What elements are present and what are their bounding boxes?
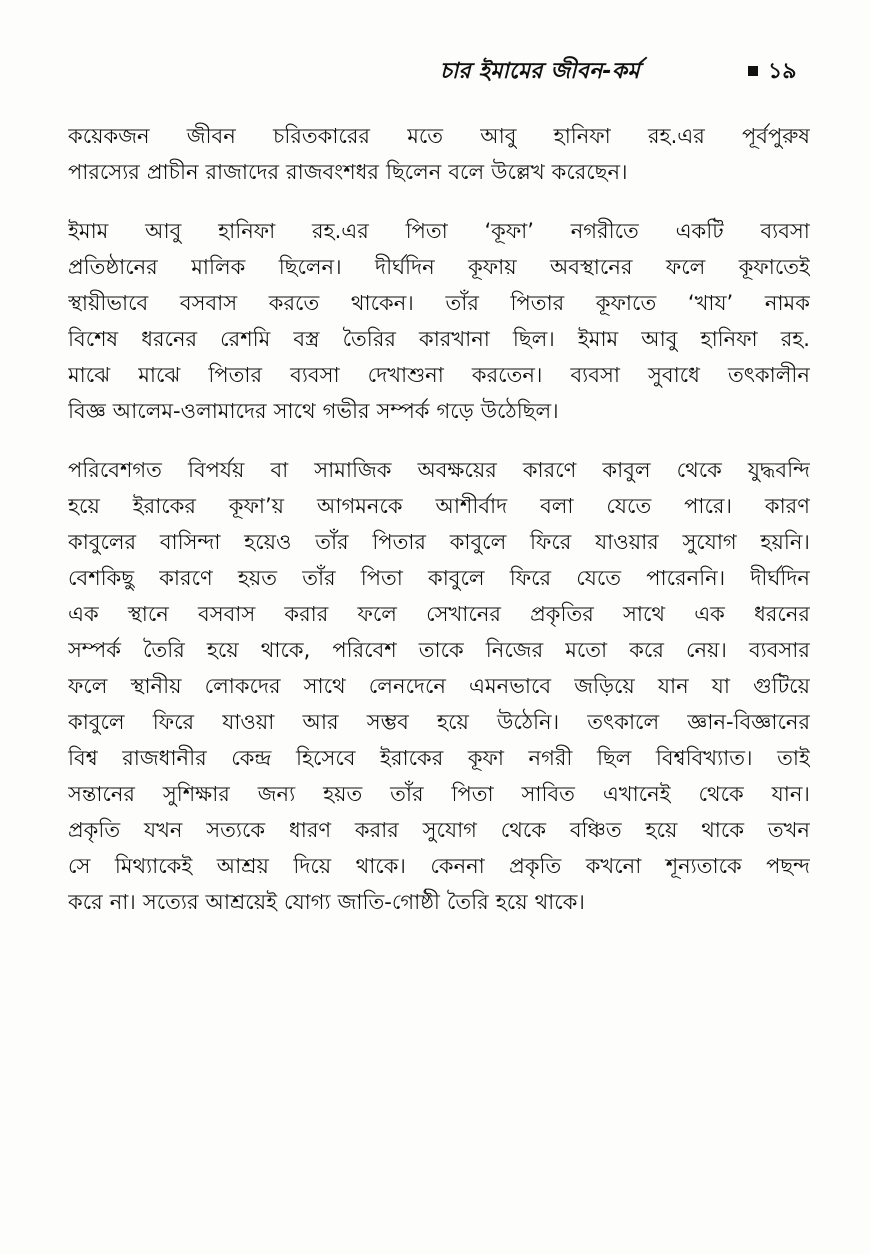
word: আগমনকে (316, 494, 403, 518)
word: আর (302, 710, 339, 734)
word: ‘কূফা’ (484, 219, 534, 243)
word: যাওয়ার (595, 530, 659, 554)
word: বা (270, 458, 289, 482)
word: এখানেই (602, 782, 671, 806)
word: ব্যবসা (570, 363, 620, 387)
word: করে (629, 638, 664, 662)
word: তাই (777, 746, 810, 770)
text-line (68, 321, 810, 357)
word: পূর্বপুরুষ (742, 124, 810, 148)
word: শূন্যতাকে (665, 854, 742, 878)
word: ব্যবসা (760, 219, 810, 243)
word: বসবাস (179, 291, 238, 315)
word: তৈরি (142, 638, 185, 662)
word: সাথে (623, 602, 666, 626)
word: ফিরে (509, 566, 552, 590)
text-line (68, 596, 810, 632)
word: তৎকালে (587, 710, 660, 734)
word: করার (284, 602, 329, 626)
word: প্রতিষ্ঠানের (68, 255, 158, 279)
text-line (68, 776, 810, 812)
word: সন্তানের (68, 782, 135, 806)
word: কারণে (159, 566, 213, 590)
text-line (68, 357, 810, 393)
word: হয়ত (237, 566, 278, 590)
word: সুযোগ (682, 530, 737, 554)
word: তৎকালীন (727, 363, 810, 387)
word: হয়ে (495, 890, 528, 914)
word: সম্পর্ক (68, 638, 121, 662)
word: রেশমি (220, 327, 271, 351)
word: কূফাতেই (738, 255, 810, 279)
word: হয়ত (323, 782, 363, 806)
word: করতেন। (471, 363, 543, 387)
word: কারণ (764, 494, 810, 518)
word: পারে। (684, 494, 732, 518)
word: করেছেন। (551, 160, 628, 184)
word: হয়ে (206, 638, 239, 662)
word: বেশকিছু (68, 566, 135, 590)
word: উঠেনি। (497, 710, 560, 734)
word: রাজধানীর (122, 746, 207, 770)
word: সুযোগ (422, 818, 477, 842)
word: দীর্ঘদিন (375, 255, 435, 279)
word: সত্যের (142, 890, 199, 914)
word: কূফা (467, 746, 504, 770)
word: কাবুল (602, 458, 651, 482)
word: সুবাধে (648, 363, 700, 387)
word: এক (68, 602, 99, 626)
text-line (68, 393, 810, 429)
word: প্রকৃতি (68, 818, 121, 842)
running-header (0, 54, 870, 90)
word: থেকে (698, 782, 744, 806)
paragraph (68, 118, 810, 190)
word: জড়িয়ে (574, 674, 635, 698)
word: আশীর্বাদ (435, 494, 508, 518)
word: থাকে (701, 818, 745, 842)
text-line (68, 740, 810, 776)
text-line (68, 848, 810, 884)
word: জীবন (186, 124, 236, 148)
word: হয়েও (244, 530, 292, 554)
word: রাজবংশধর (286, 160, 379, 184)
word: তাঁর (315, 530, 349, 554)
word: আলেম-ওলামাদের (112, 399, 267, 423)
text-line (68, 524, 810, 560)
text-line (68, 812, 810, 848)
word: কারখানা (419, 327, 490, 351)
word: মতো (565, 638, 608, 662)
word: কয়েকজন (68, 124, 150, 148)
word: যাওয়া (222, 710, 275, 734)
word: নগরী (528, 746, 573, 770)
word: সম্পর্ক (376, 399, 430, 423)
word: ‘খায’ (687, 291, 734, 315)
word: বিশ্ব (68, 746, 98, 770)
word: বিজ্ঞ (68, 399, 106, 423)
word: ইমাম (577, 327, 619, 351)
word: কাবুলে (68, 710, 125, 734)
word: এমনভাবে (469, 674, 552, 698)
word: মাঝে (138, 363, 181, 387)
word: সম্ভব (366, 710, 409, 734)
text-line (68, 632, 810, 668)
text-line (68, 285, 810, 321)
word: জ্ঞান-বিজ্ঞানের (687, 710, 810, 734)
word: থাকে। (534, 890, 585, 914)
word: থাকেন। (350, 291, 414, 315)
word: রাজাদের (205, 160, 280, 184)
word: যখন (143, 818, 183, 842)
word: আবু (145, 219, 182, 243)
word: ব্যবসার (748, 638, 810, 662)
word: পিতার (208, 363, 263, 387)
word: সাথে (303, 674, 346, 698)
word: হানিফা (218, 219, 276, 243)
word: দীর্ঘদিন (750, 566, 810, 590)
word: মালিক (191, 255, 246, 279)
word: কূফাতে (595, 291, 657, 315)
word: স্থানীয় (130, 674, 182, 698)
word: না। (109, 890, 136, 914)
word: রহ.এর (311, 219, 369, 243)
word: তাঁর (302, 566, 336, 590)
word: ইরাকের (380, 746, 444, 770)
word: তৈরির (342, 327, 396, 351)
word: নিজের (485, 638, 544, 662)
word: নগরীতে (570, 219, 639, 243)
word: বিপর্যয় (187, 458, 245, 482)
word: পিতা (451, 782, 494, 806)
text-line (68, 668, 810, 704)
word: কেননা (430, 854, 485, 878)
text-line (68, 884, 810, 920)
word: ফলে (665, 255, 706, 279)
word: প্রাচীন (146, 160, 199, 184)
word: যান (657, 674, 689, 698)
word: ছিলেন। (278, 255, 342, 279)
word: জাতি-গোষ্ঠী (337, 890, 440, 914)
word: গভীর (322, 399, 370, 423)
word: বঞ্চিত (569, 818, 622, 842)
text-line (68, 560, 810, 596)
word: যান। (771, 782, 810, 806)
word: পিতা (405, 219, 448, 243)
word: কাবুলের (68, 530, 137, 554)
word: হানিফা (700, 327, 758, 351)
word: করতে (268, 291, 320, 315)
word: সামাজিক (314, 458, 392, 482)
word: সেখানের (426, 602, 501, 626)
word: আশ্রয় (216, 854, 269, 878)
word: বাসিন্দা (159, 530, 221, 554)
word: লেনদেনে (368, 674, 446, 698)
word: ধরনের (754, 602, 810, 626)
word: পরিবেশ (332, 638, 397, 662)
word: ধরনের (141, 327, 198, 351)
word: পছন্দ (766, 854, 810, 878)
word: মাঝে (68, 363, 111, 387)
word: কূফা’য় (228, 494, 285, 518)
word: উল্লেখ (491, 160, 545, 184)
word: পিতার (510, 291, 565, 315)
word: ফলে (68, 674, 108, 698)
word: থাকে। (355, 854, 406, 878)
word: তখন (767, 818, 810, 842)
word: রহ.এর (648, 124, 705, 148)
word: যা (711, 674, 730, 698)
word: তাঁর (390, 782, 424, 806)
word: ফলে (357, 602, 397, 626)
word: পারেননি। (646, 566, 726, 590)
page-number: ১৯ (768, 59, 797, 84)
word: যোগ্য (284, 890, 331, 914)
word: সে (68, 854, 91, 878)
word: কেন্দ্র (231, 746, 272, 770)
word: ধারণ (288, 818, 332, 842)
book-title: চার ইমামের জীবন-কর্ম (440, 59, 640, 84)
word: ফিরে (529, 530, 572, 554)
word: করে (68, 890, 103, 914)
word: বিশ্ববিখ্যাত। (655, 746, 753, 770)
word: প্রকৃতির (530, 602, 594, 626)
word: অবস্থানের (550, 255, 633, 279)
word: নেয়। (685, 638, 727, 662)
word: বিশেষ (68, 327, 119, 351)
word: একটি (675, 219, 724, 243)
word: এক (694, 602, 725, 626)
word: রহ. (780, 327, 810, 351)
word: পরিবেশগত (68, 458, 162, 482)
word: যেতে (606, 494, 652, 518)
word: গড়ে (436, 399, 474, 423)
word: ছিল (596, 746, 632, 770)
body-text (68, 118, 810, 943)
word: হয়ে (645, 818, 678, 842)
word: সাবিত (521, 782, 575, 806)
word: কারণে (522, 458, 577, 482)
word: পারস্যের (68, 160, 140, 184)
word: হয়ে (68, 494, 100, 518)
word: যুদ্ধবন্দি (747, 458, 810, 482)
word: থাকে, (260, 638, 311, 662)
word: তাঁর (445, 291, 479, 315)
word: কাবুলে (428, 566, 485, 590)
text-line (68, 213, 810, 249)
word: দেখাশুনা (367, 363, 444, 387)
word: নামক (764, 291, 810, 315)
word: চরিতকারের (272, 124, 370, 148)
word: সাথে (273, 399, 316, 423)
word: হানিফা (553, 124, 611, 148)
word: কূফায় (468, 255, 517, 279)
word: গুটিয়ে (753, 674, 810, 698)
word: অবক্ষয়ের (417, 458, 497, 482)
word: দিয়ে (293, 854, 332, 878)
word: লোকদের (204, 674, 281, 698)
word: হিসেবে (295, 746, 356, 770)
word: হয়ে (437, 710, 469, 734)
word: জন্য (257, 782, 296, 806)
word: স্থানে (127, 602, 169, 626)
word: বস্ত্র (293, 327, 320, 351)
word: সুশিক্ষার (162, 782, 230, 806)
word: থেকে (676, 458, 722, 482)
word: বলে (448, 160, 485, 184)
word: থেকে (500, 818, 547, 842)
paragraph (68, 213, 810, 429)
word: ছিল। (512, 327, 555, 351)
word: আবু (641, 327, 678, 351)
text-line (68, 249, 810, 285)
word: ব্যবসা (290, 363, 340, 387)
word: ফিরে (152, 710, 195, 734)
word: আশ্রয়েই (205, 890, 278, 914)
word: কাবুলে (449, 530, 507, 554)
word: উঠেছিল। (480, 399, 559, 423)
word: মতে (407, 124, 444, 148)
word: যেতে (576, 566, 622, 590)
square-bullet-icon (748, 66, 758, 76)
text-line (68, 452, 810, 488)
text-line (68, 488, 810, 524)
word: মিথ্যাকেই (114, 854, 193, 878)
word: ইরাকের (132, 494, 196, 518)
word: করার (354, 818, 399, 842)
paragraph (68, 452, 810, 920)
text-line (68, 118, 810, 154)
word: বসবাস (198, 602, 256, 626)
word: আবু (480, 124, 517, 148)
word: তৈরি (446, 890, 489, 914)
text-line (68, 704, 810, 740)
text-line (68, 154, 810, 190)
word: স্থায়ীভাবে (68, 291, 149, 315)
word: হয়নি। (760, 530, 810, 554)
word: প্রকৃতি (509, 854, 562, 878)
word: তাকে (418, 638, 464, 662)
word: কখনো (585, 854, 642, 878)
word: সত্যকে (206, 818, 266, 842)
word: পিতা (360, 566, 403, 590)
word: ইমাম (68, 219, 109, 243)
word: পিতার (372, 530, 426, 554)
word: ছিলেন (385, 160, 442, 184)
word: বলা (540, 494, 574, 518)
